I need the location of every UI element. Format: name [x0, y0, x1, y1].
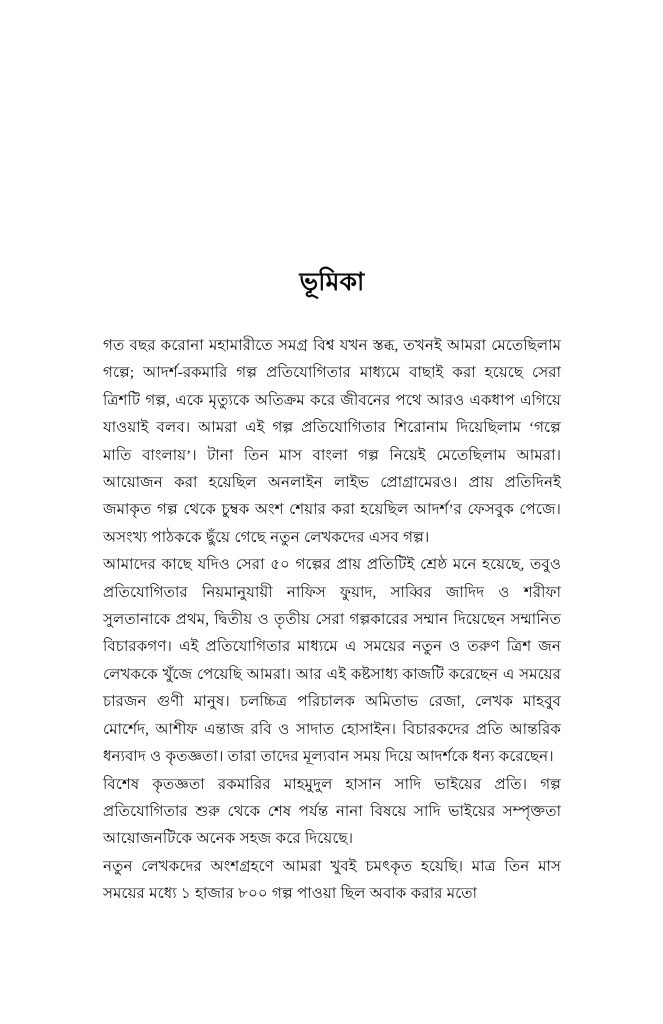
paragraph-4: নতুন লেখকদের অংশগ্রহণে আমরা খুবই চমৎকৃত হয়েছি। মাত্র তিন মাস সময়ের মধ্যে ১ হাজার ৮০০ গল্প পাওয়া ছিল অবাক করার মতো	[103, 857, 561, 903]
page-content-block	[103, 268, 561, 908]
paragraph-2: আমাদের কাছে যদিও সেরা ৫০ গল্পের প্রায় প্রতিটিই শ্রেষ্ঠ মনে হয়েছে, তবুও প্রতিযোগিতার নিয়মানুযায়ী নাফিস ফুয়াদ, সাব্বির জাদিদ ও শরীফা সুলতানাকে প্রথম, দ্বিতীয় ও তৃতীয় সেরা গল্পকারের সম্মান দিয়েছেন সম্মানিত বিচারকগণ। এই প্রতিযোগিতার মাধ্যমে এ সময়ের নতুন ও তরুণ ত্রিশ জন লেখককে খুঁজে পেয়েছি আমরা। আর এই কষ্টসাধ্য কাজটি করেছেন এ সময়ের চারজন গুণী মানুষ। চলচ্চিত্র পরিচালক অমিতাভ রেজা, লেখক মাহবুব মোর্শেদ, আশীফ এন্তাজ রবি ও সাদাত হোসাইন। বিচারকদের প্রতি আন্তরিক ধন্যবাদ ও কৃতজ্ঞতা। তারা তাদের মূল্যবান সময় দিয়ে আদর্শকে ধন্য করেছেন।	[103, 556, 561, 766]
paragraph-1: গত বছর করোনা মহামারীতে সমগ্র বিশ্ব যখন স্তব্ধ, তখনই আমরা মেতেছিলাম গল্পে; আদর্শ-রকমারি গল্প প্রতিযোগিতার মাধ্যমে বাছাই করা হয়েছে সেরা ত্রিশটি গল্প, একে মৃত্যুকে অতিক্রম করে জীবনের পথে আরও একধাপ এগিয়ে যাওয়াই বলব। আমরা এই গল্প প্রতিযোগিতার শিরোনাম দিয়েছিলাম ‘গল্পে মাতি বাংলায়’। টানা তিন মাস বাংলা গল্প নিয়েই মেতেছিলাম আমরা। আয়োজন করা হয়েছিল অনলাইন লাইভ প্রোগ্রামেরও। প্রায় প্রতিদিনই জমাকৃত গল্প থেকে চুম্বক অংশ শেয়ার করা হয়েছিল আদর্শ’র ফেসবুক পেজে। অসংখ্য পাঠককে ছুঁয়ে গেছে নতুন লেখকদের এসব গল্প।	[103, 337, 561, 546]
page-title: ভূমিকা	[299, 269, 365, 296]
paragraph-3: বিশেষ কৃতজ্ঞতা রকমারির মাহমুদুল হাসান সাদি ভাইয়ের প্রতি। গল্প প্রতিযোগিতার শুরু থেকে শেষ পর্যন্ত নানা বিষয়ে সাদি ভাইয়ের সম্পৃক্ততা আয়োজনটিকে অনেক সহজ করে দিয়েছে।	[103, 775, 561, 848]
preface-body	[103, 332, 561, 908]
